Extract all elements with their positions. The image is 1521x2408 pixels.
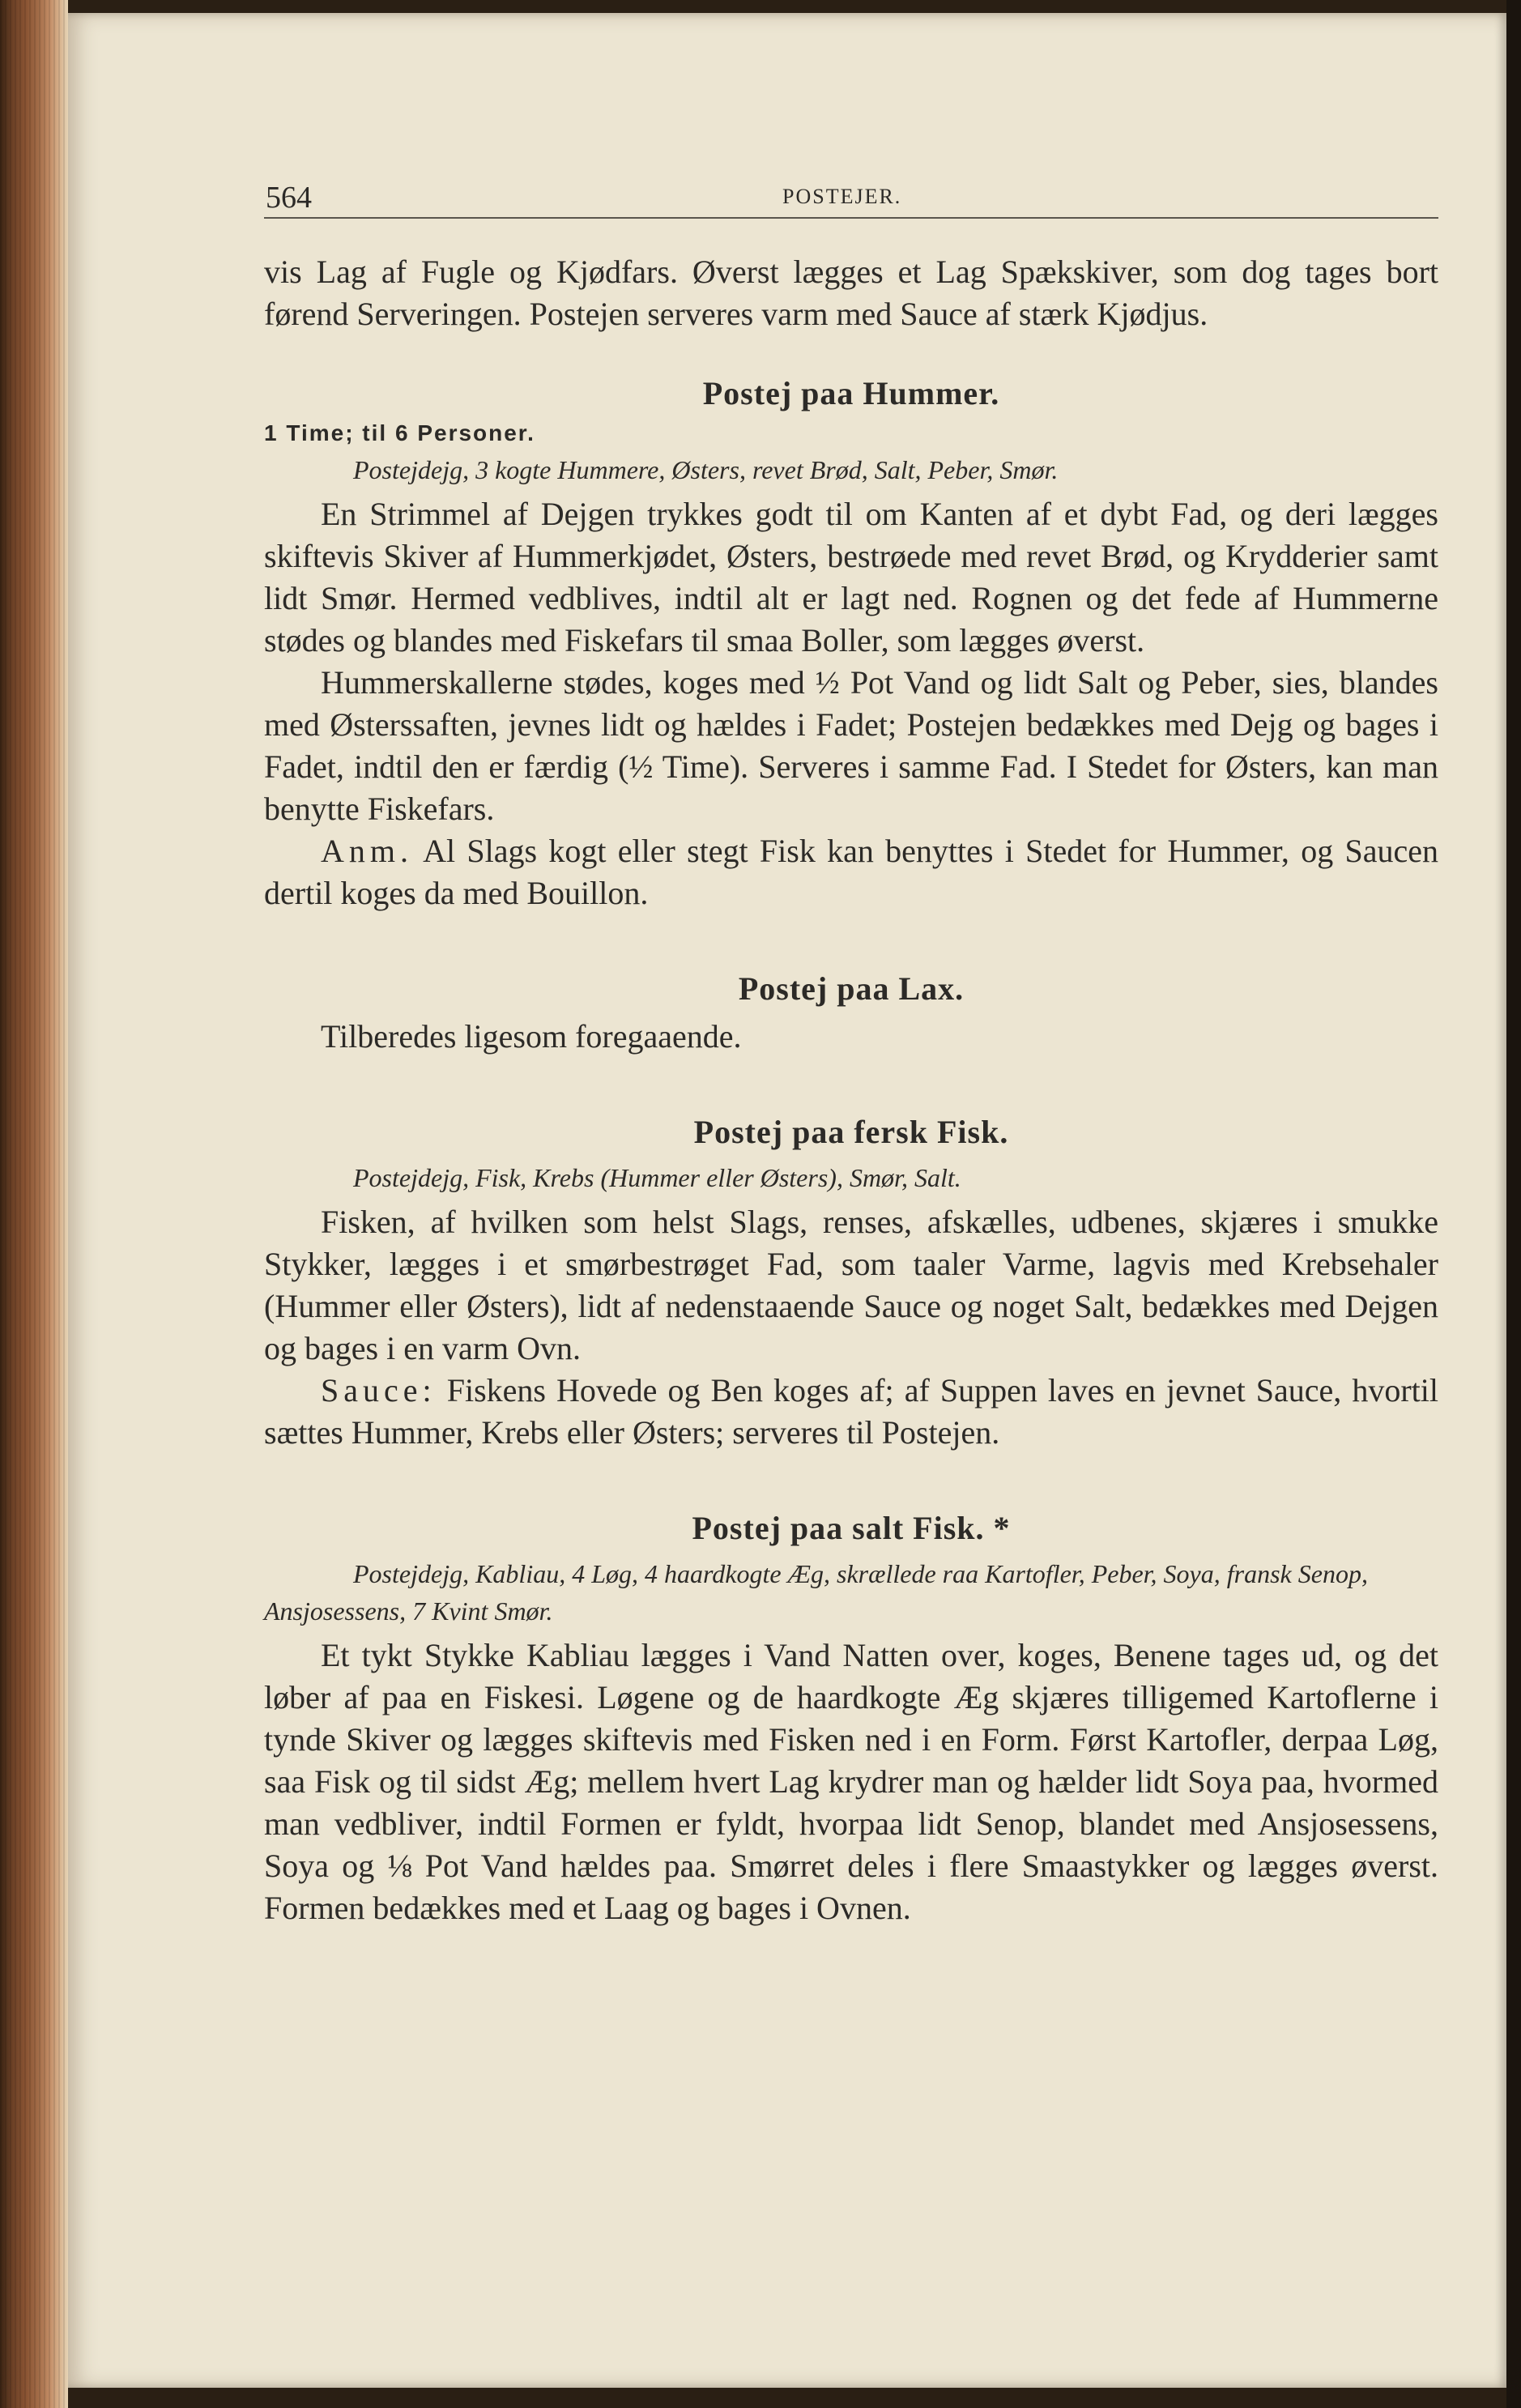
recipe-title-fersk-fisk: Postej paa fersk Fisk. [693,1114,1009,1150]
intro-paragraph: vis Lag af Fugle og Kjødfars. Øverst lægges et Lag Spækskiver, som dog tages bort førend Serveringen. Postejen serveres varm med Sauce af stærk Kjødjus. [264,254,1438,332]
book-spine [0,0,68,2408]
sauce-text: Fiskens Hovede og Ben koges af; af Suppen laves en jevnet Sauce, hvortil sættes Hummer, Krebs eller Østers; serveres til Postejen. [264,1372,1439,1451]
fersk-fisk-sauce [264,1370,1438,1454]
sauce-label: Sauce: [321,1372,437,1409]
ingredients-fersk-fisk: Postejdejg, Fisk, Krebs (Hummer eller Østers), Smør, Salt. [353,1163,961,1192]
recipe-title-lax: Postej paa Lax. [738,970,965,1007]
note-label: Anm. [321,833,413,869]
recipe-title-salt-fisk: Postej paa salt Fisk. * [692,1510,1011,1546]
page-header [264,181,1438,219]
hummer-paragraph-2: Hummerskallerne stødes, koges med ½ Pot Vand og lidt Salt og Peber, sies, blandes med Østerssaften, jevnes lidt og hældes i Fadet; Postejen bedækkes med Dejg og bages i Fadet, indtil den er færdig (½ Time). Serveres i samme Fad. I Stedet for Østers, kan man benytte Fiskefars. [264,664,1438,827]
page-number: 564 [266,181,312,215]
page-right-edge [1506,0,1521,2408]
salt-fisk-paragraph-1: Et tykt Stykke Kabliau lægges i Vand Natten over, koges, Benene tages ud, og det løber af paa en Fiskesi. Løgene og de haardkogte Æg skjæres tilligemed Kartoflerne i tynde Skiver og lægges skiftevis med Fisken ned i en Form. Først Kartofler, derpaa Løg, saa Fisk og til sidst Æg; mellem hvert Lag krydrer man og hælder lidt Soya paa, hvormed man vedbliver, indtil Formen er fyldt, hvorpaa lidt Senop, blandet med Ansjosessens, Soya og ⅛ Pot Vand hældes paa. Smørret deles i flere Smaastykker og lægges øverst. Formen bedækkes med et Laag og bages i Ovnen. [264,1637,1438,1926]
lax-paragraph: Tilberedes ligesom foregaaende. [321,1018,742,1055]
hummer-note [264,830,1438,914]
recipe-meta-hummer: 1 Time; til 6 Personer. [264,420,535,445]
ingredients-hummer: Postejdejg, 3 kogte Hummere, Østers, revet Brød, Salt, Peber, Smør. [353,455,1059,484]
hummer-paragraph-1: En Strimmel af Dejgen trykkes godt til om Kanten af et dybt Fad, og deri lægges skiftevis Skiver af Hummerkjødet, Østers, bestrøede med revet Brød, og Krydderier samt lidt Smør. Hermed vedblives, indtil alt er lagt ned. Rognen og det fede af Hummerne stødes og blandes med Fiskefars til smaa Boller, som lægges øverst. [264,496,1438,658]
page-content [264,181,1438,1929]
ingredients-salt-fisk: Postejdejg, Kabliau, 4 Løg, 4 haardkogte Æg, skrællede raa Kartofler, Peber, Soya, fransk Senop, Ansjosessens, 7 Kvint Smør. [264,1559,1368,1626]
note-text: Al Slags kogt eller stegt Fisk kan benyttes i Stedet for Hummer, og Saucen dertil koges da med Bouillon. [264,833,1439,911]
fersk-fisk-paragraph-1: Fisken, af hvilken som helst Slags, renses, afskælles, udbenes, skjæres i smukke Stykker, lægges i et smørbestrøget Fad, som taaler Varme, lagvis med Krebsehaler (Hummer eller Østers), lidt af nedenstaaende Sauce og noget Salt, bedækkes med Dejgen og bages i en varm Ovn. [264,1204,1438,1366]
running-title: POSTEJER. [782,185,902,208]
recipe-title-hummer: Postej paa Hummer. [702,375,1000,411]
